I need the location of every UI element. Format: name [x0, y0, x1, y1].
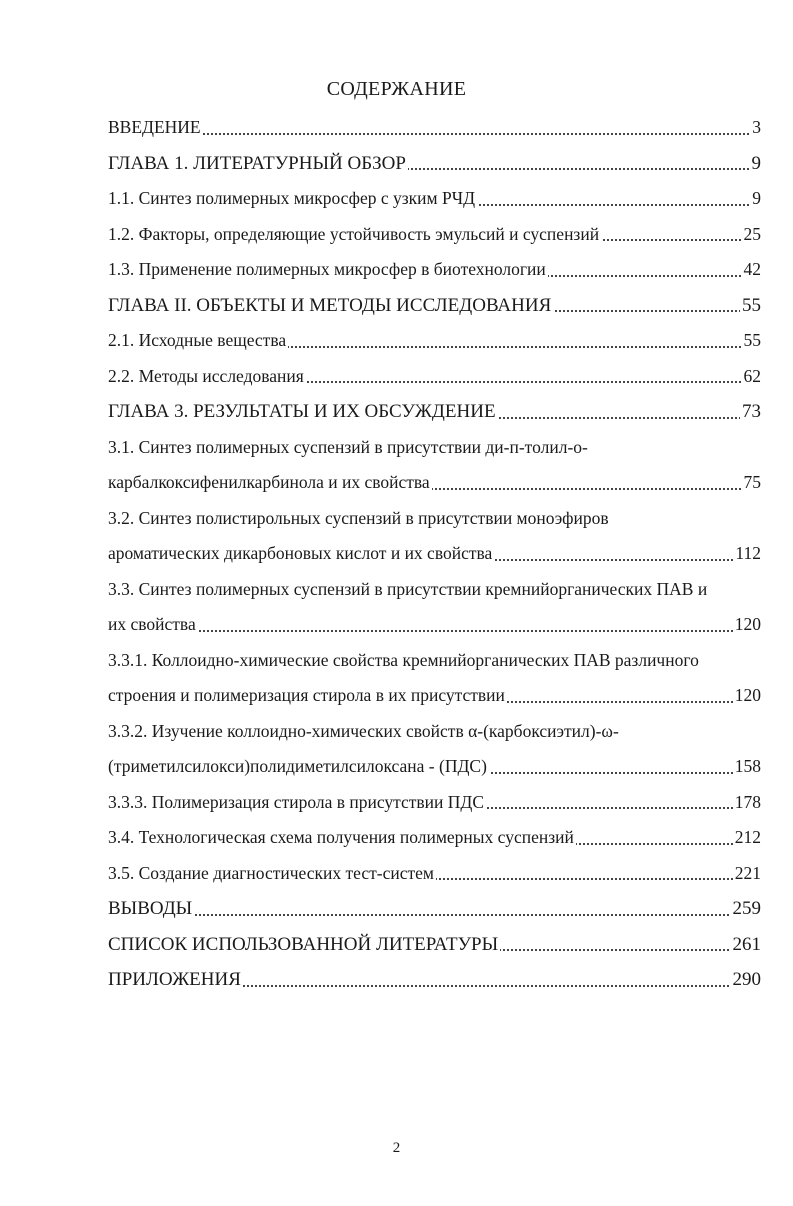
toc-entry-3-3-2-line-2: (триметилсилокси)полидиметилсилоксана - (ПДС) 158 — [108, 749, 761, 785]
toc-entry-appendices: ПРИЛОЖЕНИЯ 290 — [108, 962, 761, 998]
toc-entry-3-1-line-2: карбалкоксифенилкарбинола и их свойства 75 — [108, 465, 761, 501]
toc-entry-3-3-1-line-1: 3.3.1. Коллоидно-химические свойства кремнийорганических ПАВ различного — [108, 649, 699, 670]
toc-title: СОДЕРЖАНИЕ — [326, 78, 467, 100]
toc-entry-2-2: 2.2. Методы исследования 62 — [108, 359, 761, 395]
toc-entry-3-3-2-line-1: 3.3.2. Изучение коллоидно-химических свойств α-(карбоксиэтил)-ω- — [108, 720, 619, 741]
toc-entry-chapter-1: ГЛАВА 1. ЛИТЕРАТУРНЫЙ ОБЗОР 9 — [108, 146, 761, 182]
toc-entry-1-2: 1.2. Факторы, определяющие устойчивость эмульсий и суспензий 25 — [108, 217, 761, 253]
toc-entry-2-1: 2.1. Исходные вещества 55 — [108, 323, 761, 359]
page-number: 2 — [392, 1140, 401, 1156]
toc-entry-conclusions: ВЫВОДЫ 259 — [108, 891, 761, 927]
toc-entry-introduction: ВВЕДЕНИЕ 3 — [108, 110, 761, 146]
table-of-contents — [108, 110, 761, 998]
toc-entry-3-3-line-2: их свойства 120 — [108, 607, 761, 643]
toc-entry-references: СПИСОК ИСПОЛЬЗОВАННОЙ ЛИТЕРАТУРЫ 261 — [108, 927, 761, 963]
toc-entry-3-5: 3.5. Создание диагностических тест-систем 221 — [108, 856, 761, 892]
toc-entry-chapter-2: ГЛАВА II. ОБЪЕКТЫ И МЕТОДЫ ИССЛЕДОВАНИЯ 55 — [108, 288, 761, 324]
toc-entry-3-3-3: 3.3.3. Полимеризация стирола в присутствии ПДС 178 — [108, 785, 761, 821]
toc-entry-1-3: 1.3. Применение полимерных микросфер в биотехнологии 42 — [108, 252, 761, 288]
toc-entry-3-3-line-1: 3.3. Синтез полимерных суспензий в присутствии кремнийорганических ПАВ и — [108, 578, 708, 599]
toc-entry-3-2-line-2: ароматических дикарбоновых кислот и их свойства 112 — [108, 536, 761, 572]
toc-entry-3-2-line-1: 3.2. Синтез полистирольных суспензий в присутствии моноэфиров — [108, 507, 609, 528]
toc-entry-chapter-3: ГЛАВА 3. РЕЗУЛЬТАТЫ И ИХ ОБСУЖДЕНИЕ 73 — [108, 394, 761, 430]
toc-entry-1-1: 1.1. Синтез полимерных микросфер с узким РЧД 9 — [108, 181, 761, 217]
toc-entry-3-4: 3.4. Технологическая схема получения полимерных суспензий 212 — [108, 820, 761, 856]
toc-entry-3-3-1-line-2: строения и полимеризация стирола в их присутствии 120 — [108, 678, 761, 714]
toc-entry-3-1-line-1: 3.1. Синтез полимерных суспензий в присутствии ди-п-толил-о- — [108, 436, 588, 457]
